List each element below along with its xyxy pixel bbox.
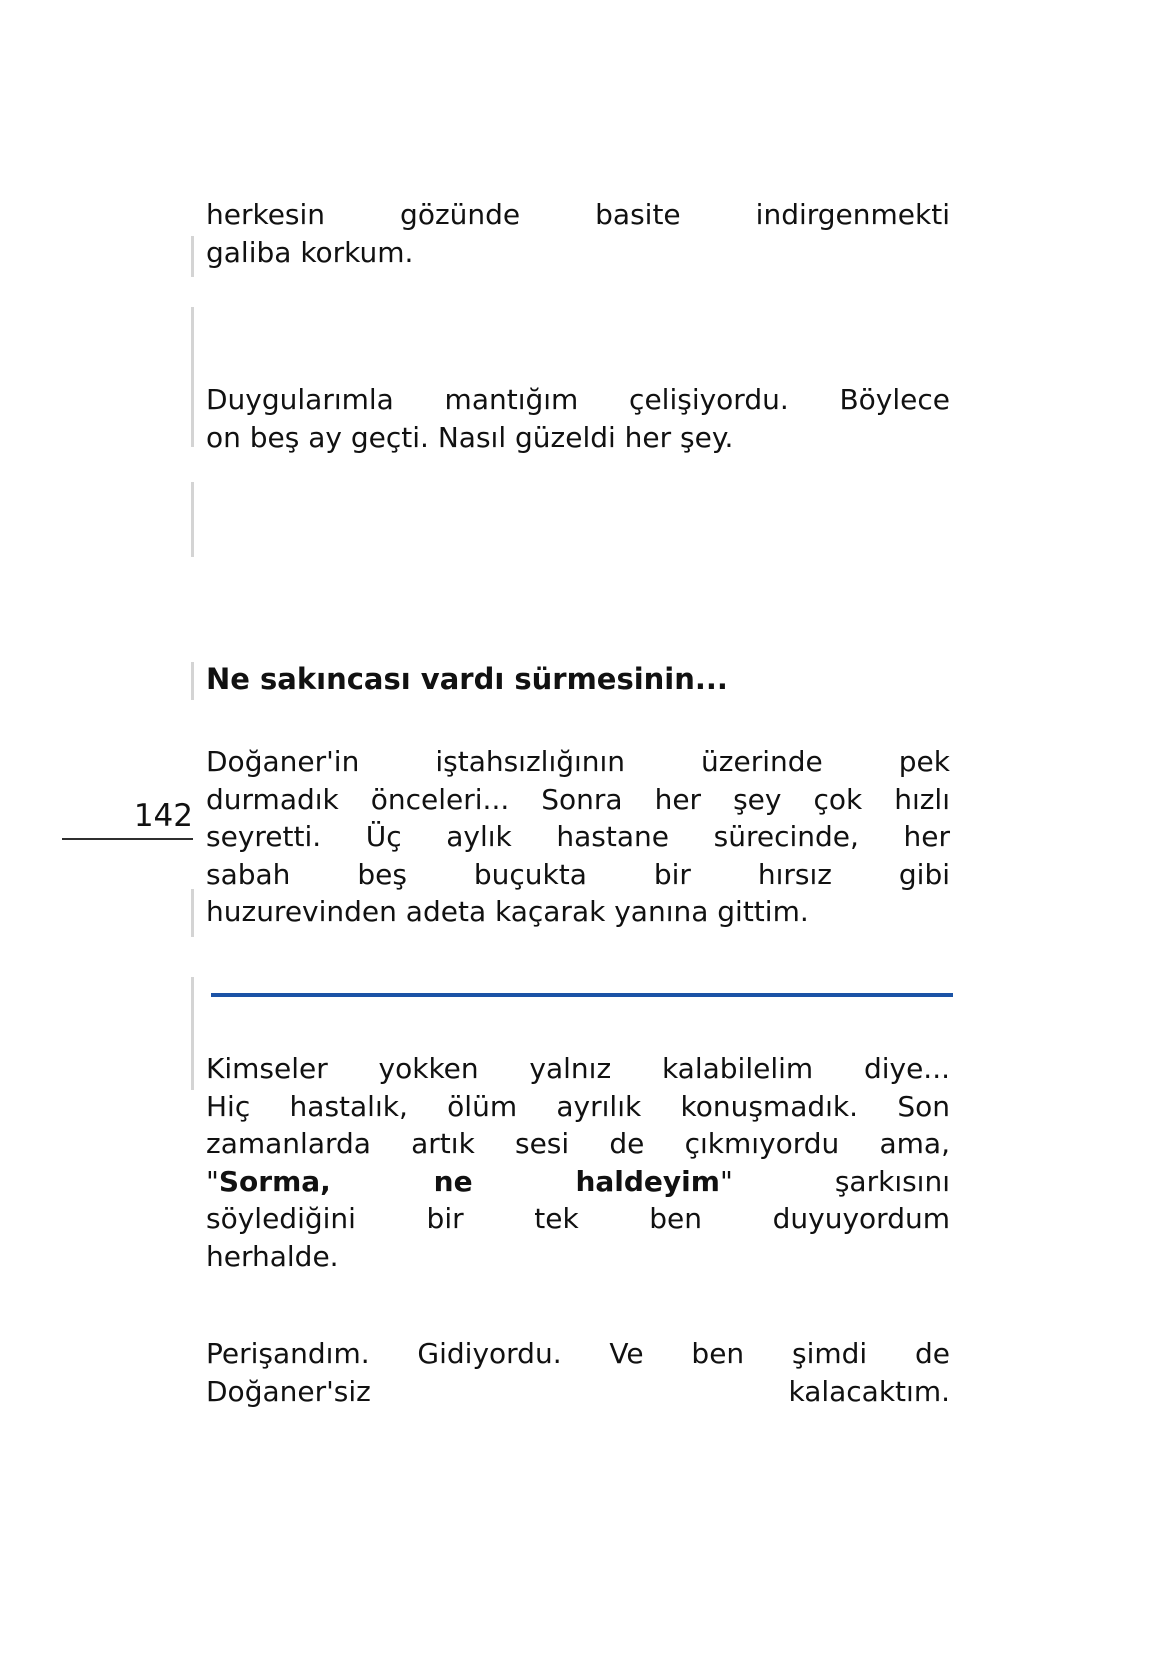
bold-song-title: Sorma, ne haldeyim	[218, 1164, 720, 1198]
text-line	[206, 781, 950, 819]
text-segment: " şarkısını	[719, 1164, 950, 1198]
text-segment: huzurevinden adeta kaçarak yanına gittim.	[206, 895, 809, 928]
text-line	[206, 1335, 950, 1373]
page-number: 142	[133, 798, 193, 834]
page-number-rule	[62, 838, 193, 840]
text-line	[206, 1050, 950, 1088]
text-segment: Doğaner'in iştahsızlığının üzerinde pek	[206, 745, 950, 778]
text-line	[206, 419, 950, 457]
text-segment: herhalde.	[206, 1239, 339, 1273]
text-segment: durmadık önceleri... Sonra her şey çok hızlı	[206, 782, 950, 816]
text-segment: herkesin gözünde basite indirgenmekti	[206, 198, 950, 231]
text-line	[206, 743, 950, 781]
paragraph-doganer-istahsizlik	[206, 743, 950, 931]
change-bar-5	[191, 889, 194, 937]
text-segment: galiba korkum.	[206, 235, 414, 269]
text-segment: söylediğini bir tek ben duyuyordum	[206, 1202, 950, 1235]
text-line	[206, 856, 950, 894]
section-heading: Ne sakıncası vardı sürmesinin...	[206, 662, 728, 696]
text-segment: Hiç hastalık, ölüm ayrılık konuşmadık. Son	[206, 1089, 950, 1123]
paragraph-perisandim	[206, 1335, 950, 1410]
text-segment: seyretti. Üç aylık hastane sürecinde, her	[206, 820, 950, 853]
text-segment: sabah beş buçukta bir hırsız gibi	[206, 857, 950, 891]
text-segment: on beş ay geçti. Nasıl güzeldi her şey.	[206, 420, 734, 454]
text-segment: Perişandım. Gidiyordu. Ve ben şimdi de	[206, 1337, 950, 1370]
text-line	[206, 1125, 950, 1163]
text-line	[206, 381, 950, 419]
change-bar-4	[191, 662, 194, 700]
text-line	[206, 1238, 950, 1276]
text-line	[206, 893, 950, 931]
text-segment: "	[206, 1164, 219, 1198]
change-bar-2	[191, 307, 194, 447]
section-divider-line	[211, 993, 953, 997]
text-segment: Kimseler yokken yalnız kalabilelim diye...	[206, 1052, 950, 1085]
change-bar-3	[191, 482, 194, 557]
text-segment: Doğaner'siz kalacaktım.	[206, 1374, 950, 1408]
paragraph-kimseler-yokken	[206, 1050, 950, 1275]
paragraph-duygular	[206, 381, 950, 456]
text-line	[206, 1088, 950, 1126]
text-line	[206, 234, 950, 272]
text-segment: Duygularımla mantığım çelişiyordu. Böylece	[206, 383, 950, 416]
text-line	[206, 1373, 950, 1411]
change-bar-1	[191, 236, 194, 277]
change-bar-6	[191, 977, 194, 1090]
paragraph-korku	[206, 196, 950, 271]
text-segment: zamanlarda artık sesi de çıkmıyordu ama,	[206, 1127, 950, 1160]
text-line	[206, 818, 950, 856]
text-line	[206, 1163, 950, 1201]
text-line	[206, 196, 950, 234]
text-line	[206, 1200, 950, 1238]
